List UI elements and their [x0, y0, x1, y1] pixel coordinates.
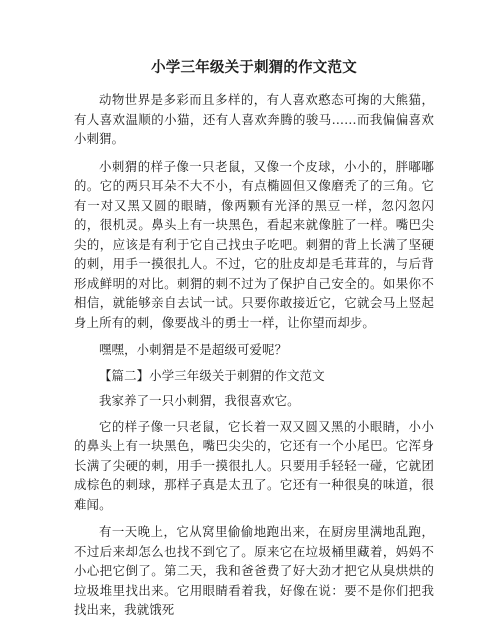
- paragraph-intro: 动物世界是多彩而且多样的，有人喜欢憨态可掬的大熊猫，有人喜欢温顺的小猫，还有人喜欢奔腾的骏马……而我偏偏喜欢小刺猬。: [74, 92, 434, 146]
- document-title: 小学三年级关于刺猬的作文范文: [151, 60, 357, 76]
- section-heading-part-two: 【篇二】小学三年级关于刺猬的作文范文: [99, 367, 325, 383]
- paragraph-pet-appearance: 它的样子像一只老鼠，它长着一双又圆又黑的小眼睛，小小的鼻头上有一块黑色，嘴巴尖尖的，它还有一个小尾巴。它浑身长满了尖硬的刺，用手一摸很扎人。只要用手轻轻一碰，它就团成棕色的刺球，那样子真是太丑了。它还有一种很臭的味道，很难闻。: [74, 418, 434, 512]
- document-page: [74, 58, 434, 628]
- paragraph-closing: 嘿嘿，小刺猬是不是超级可爱呢？: [99, 342, 288, 357]
- paragraph-appearance: 小刺猬的样子像一只老鼠，又像一个皮球，小小的，胖嘟嘟的。它的两只耳朵不大不小，有点椭圆但又像磨秃了的三角。它有一对又黑又圆的眼睛，像两颗有光泽的黑豆一样，忽闪忽闪的，很机灵。鼻头上有一块黑色，看起来就像脏了一样。嘴巴尖尖的，应该是有利于它自己找虫子吃吧。刺猬的背上长满了坚硬的刺，用手一摸很扎人。不过，它的肚皮却是毛茸茸的，与后背形成鲜明的对比。刺猬的刺不过为了保护自己安全的。如果你不相信，就能够亲自去试一试。只要你敢接近它，它就会马上竖起身上所有的刺，像要战斗的勇士一样，让你望而却步。: [74, 158, 434, 330]
- paragraph-story: 有一天晚上，它从窝里偷偷地跑出来，在厨房里满地乱跑，不过后来却怎么也找不到它了。原来它在垃圾桶里藏着，妈妈不小心把它倒了。第二天，我和爸爸费了好大劲才把它从臭烘烘的垃圾堆里找出来。它用眼睛看着我，好像在说：要不是你们把我找出来，我就饿死: [74, 524, 434, 617]
- paragraph-pet-intro: 我家养了一只小刺猬，我很喜欢它。: [99, 393, 300, 408]
